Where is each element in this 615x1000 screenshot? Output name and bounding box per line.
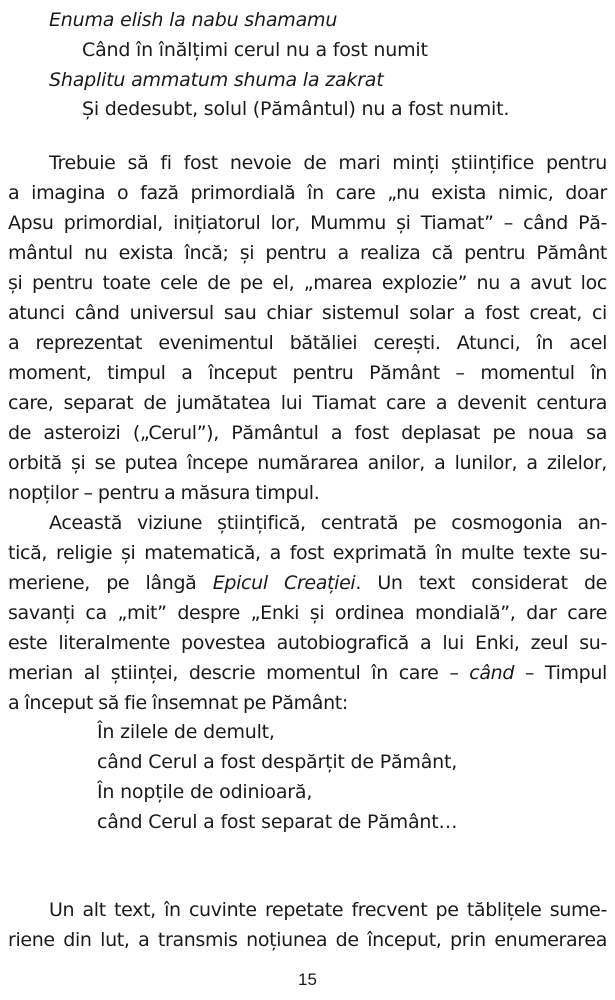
paragraph-line: Apsu primordial, inițiatorul lor, Mummu și Tiamat” – când Pă-: [8, 212, 607, 234]
verse-line-akkadian-1: Enuma elish la nabu shamamu: [49, 9, 338, 31]
paragraph-line: Trebuie să fi fost nevoie de mari minți științifice pentru: [49, 152, 607, 174]
paragraph-line: atunci când universul sau chiar sistemul solar a fost creat, ci: [8, 302, 607, 324]
paragraph-line: a reprezentat evenimentul bătăliei cerești. Atunci, în acel: [8, 332, 607, 354]
paragraph-line: riene din lut, a transmis noțiunea de început, prin enumerarea: [8, 929, 607, 951]
book-title-epicul-creatiei: Epicul Creației: [212, 572, 356, 594]
paragraph-line: orbită și se putea începe numărarea anilor, a lunilor, a zilelor,: [8, 452, 607, 474]
paragraph-line: este literalmente povestea autobiografică a lui Enki, zeul su-: [8, 632, 607, 654]
paragraph-line: mântul nu exista încă; și pentru a realiza că pentru Pământ: [8, 242, 607, 264]
text-segment: . Un text considerat de: [355, 572, 607, 594]
paragraph-line: nopților – pentru a măsura timpul.: [8, 482, 320, 504]
poem-line: În zilele de demult,: [97, 721, 275, 743]
paragraph-2: [8, 508, 607, 718]
page-number: 15: [298, 970, 317, 989]
poem-line: când Cerul a fost separat de Pământ…: [97, 811, 458, 833]
paragraph-line-with-title: [8, 568, 607, 598]
text-segment: merian al științei, descrie momentul în care –: [8, 662, 470, 684]
text-segment: – Timpul: [514, 662, 607, 684]
emphasis-cand: când: [469, 662, 515, 684]
paragraph-line: și pentru toate cele de pe el, „marea explozie” nu a avut loc: [8, 272, 607, 294]
quoted-poem: [97, 717, 457, 837]
verse-line-translation-2: Și dedesubt, solul (Pământul) nu a fost numit.: [82, 98, 510, 120]
poem-line: când Cerul a fost despărțit de Pământ,: [97, 751, 458, 773]
paragraph-3: [8, 895, 607, 955]
verse-line-akkadian-2: Shaplitu ammatum shuma la zakrat: [49, 69, 384, 91]
paragraph-1: [8, 148, 607, 508]
poem-line: În nopțile de odinioară,: [97, 781, 313, 803]
paragraph-line: moment, timpul a început pentru Pământ – momentul în: [8, 362, 607, 384]
verse-line-translation-1: Când în înălțimi cerul nu a fost numit: [82, 39, 428, 61]
paragraph-line: Un alt text, în cuvinte repetate frecvent pe tăblițele sume-: [49, 899, 607, 921]
paragraph-line: tică, religie și matematică, a fost exprimată în multe texte su-: [8, 542, 607, 564]
text-segment: meriene, pe lângă: [8, 572, 213, 594]
paragraph-line: savanți ca „mit” despre „Enki și ordinea mondială”, dar care: [8, 602, 607, 624]
paragraph-line: a imagina o fază primordială în care „nu exista nimic, doar: [8, 182, 607, 204]
paragraph-line: care, separat de jumătatea lui Tiamat care a devenit centura: [8, 392, 607, 414]
paragraph-line: de asteroizi („Cerul”), Pământul a fost deplasat pe noua sa: [8, 422, 607, 444]
paragraph-line: a început să fie însemnat pe Pământ:: [8, 692, 348, 714]
paragraph-line: Această viziune științifică, centrată pe cosmogonia an-: [49, 512, 607, 534]
paragraph-line-with-emphasis: [8, 658, 607, 688]
